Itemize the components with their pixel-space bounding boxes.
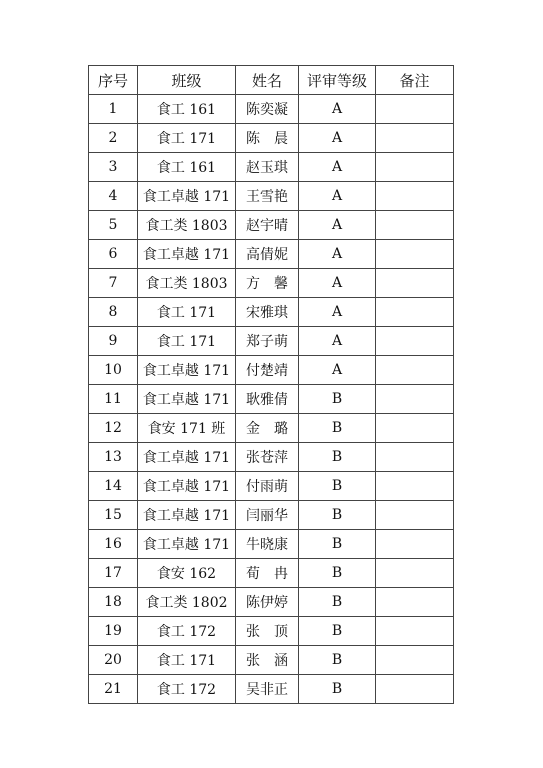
header-note: 备注 <box>376 66 454 95</box>
cell-grade: B <box>299 501 376 530</box>
cell-serial-number: 14 <box>89 472 138 501</box>
cell-name: 张 涵 <box>236 646 299 675</box>
cell-name: 张 顶 <box>236 617 299 646</box>
cell-class: 食工类 1803 <box>138 269 236 298</box>
cell-name: 陈 晨 <box>236 124 299 153</box>
cell-grade: A <box>299 153 376 182</box>
cell-name: 荀 冉 <box>236 559 299 588</box>
cell-note <box>376 298 454 327</box>
cell-serial-number: 19 <box>89 617 138 646</box>
cell-grade: B <box>299 414 376 443</box>
cell-note <box>376 646 454 675</box>
cell-serial-number: 3 <box>89 153 138 182</box>
table-row <box>89 269 454 298</box>
cell-serial-number: 13 <box>89 443 138 472</box>
cell-note <box>376 617 454 646</box>
header-class: 班级 <box>138 66 236 95</box>
cell-serial-number: 1 <box>89 95 138 124</box>
cell-class: 食工类 1802 <box>138 588 236 617</box>
cell-name: 闫丽华 <box>236 501 299 530</box>
table-row <box>89 182 454 211</box>
table-row <box>89 472 454 501</box>
cell-note <box>376 182 454 211</box>
cell-class: 食工 172 <box>138 675 236 704</box>
cell-note <box>376 443 454 472</box>
cell-class: 食工卓越 171 <box>138 443 236 472</box>
table-row <box>89 646 454 675</box>
cell-name: 赵宇晴 <box>236 211 299 240</box>
header-grade: 评审等级 <box>299 66 376 95</box>
cell-serial-number: 12 <box>89 414 138 443</box>
cell-name: 方 馨 <box>236 269 299 298</box>
cell-note <box>376 124 454 153</box>
cell-class: 食工 172 <box>138 617 236 646</box>
cell-serial-number: 4 <box>89 182 138 211</box>
cell-note <box>376 95 454 124</box>
grade-table <box>88 65 454 704</box>
cell-note <box>376 356 454 385</box>
cell-grade: B <box>299 617 376 646</box>
cell-class: 食工 171 <box>138 298 236 327</box>
cell-note <box>376 240 454 269</box>
cell-name: 陈奕凝 <box>236 95 299 124</box>
cell-note <box>376 559 454 588</box>
cell-class: 食工卓越 171 <box>138 240 236 269</box>
cell-class: 食工类 1803 <box>138 211 236 240</box>
cell-serial-number: 7 <box>89 269 138 298</box>
cell-name: 吴非正 <box>236 675 299 704</box>
cell-serial-number: 9 <box>89 327 138 356</box>
cell-serial-number: 20 <box>89 646 138 675</box>
cell-note <box>376 588 454 617</box>
cell-note <box>376 211 454 240</box>
cell-serial-number: 5 <box>89 211 138 240</box>
cell-class: 食工 161 <box>138 153 236 182</box>
cell-grade: A <box>299 298 376 327</box>
table-row <box>89 501 454 530</box>
table-row <box>89 559 454 588</box>
cell-class: 食工卓越 171 <box>138 501 236 530</box>
cell-grade: A <box>299 211 376 240</box>
table-row <box>89 588 454 617</box>
cell-serial-number: 15 <box>89 501 138 530</box>
cell-class: 食工卓越 171 <box>138 472 236 501</box>
cell-serial-number: 8 <box>89 298 138 327</box>
cell-name: 陈伊婷 <box>236 588 299 617</box>
cell-note <box>376 153 454 182</box>
cell-name: 付雨萌 <box>236 472 299 501</box>
cell-grade: A <box>299 269 376 298</box>
cell-note <box>376 269 454 298</box>
cell-note <box>376 385 454 414</box>
cell-class: 食工 171 <box>138 124 236 153</box>
cell-serial-number: 17 <box>89 559 138 588</box>
cell-note <box>376 501 454 530</box>
cell-class: 食工 171 <box>138 327 236 356</box>
cell-name: 耿雅倩 <box>236 385 299 414</box>
cell-name: 牛晓康 <box>236 530 299 559</box>
cell-name: 郑子萌 <box>236 327 299 356</box>
cell-name: 金 璐 <box>236 414 299 443</box>
cell-grade: A <box>299 124 376 153</box>
table-body <box>89 95 454 704</box>
table-row <box>89 211 454 240</box>
cell-class: 食工 161 <box>138 95 236 124</box>
table-row <box>89 298 454 327</box>
cell-grade: A <box>299 182 376 211</box>
table-header <box>89 66 454 95</box>
cell-grade: B <box>299 588 376 617</box>
cell-class: 食安 162 <box>138 559 236 588</box>
cell-class: 食工卓越 171 <box>138 182 236 211</box>
cell-name: 宋雅琪 <box>236 298 299 327</box>
cell-grade: B <box>299 472 376 501</box>
cell-grade: B <box>299 559 376 588</box>
header-name: 姓名 <box>236 66 299 95</box>
table-row <box>89 327 454 356</box>
cell-class: 食工卓越 171 <box>138 385 236 414</box>
table-row <box>89 153 454 182</box>
cell-note <box>376 472 454 501</box>
cell-class: 食安 171 班 <box>138 414 236 443</box>
cell-serial-number: 10 <box>89 356 138 385</box>
cell-grade: A <box>299 95 376 124</box>
table-row <box>89 356 454 385</box>
cell-note <box>376 414 454 443</box>
table-row <box>89 414 454 443</box>
header-row <box>89 66 454 95</box>
cell-grade: B <box>299 646 376 675</box>
cell-serial-number: 18 <box>89 588 138 617</box>
table-row <box>89 675 454 704</box>
cell-name: 高倩妮 <box>236 240 299 269</box>
cell-note <box>376 530 454 559</box>
table-row <box>89 95 454 124</box>
cell-grade: B <box>299 443 376 472</box>
cell-grade: B <box>299 675 376 704</box>
cell-note <box>376 675 454 704</box>
cell-serial-number: 11 <box>89 385 138 414</box>
header-serial-number: 序号 <box>89 66 138 95</box>
cell-grade: B <box>299 385 376 414</box>
table-row <box>89 443 454 472</box>
cell-class: 食工 171 <box>138 646 236 675</box>
table-row <box>89 617 454 646</box>
cell-note <box>376 327 454 356</box>
cell-grade: A <box>299 327 376 356</box>
cell-name: 王雪艳 <box>236 182 299 211</box>
cell-class: 食工卓越 171 <box>138 530 236 559</box>
cell-serial-number: 6 <box>89 240 138 269</box>
cell-grade: A <box>299 356 376 385</box>
table-row <box>89 385 454 414</box>
table-row <box>89 240 454 269</box>
cell-name: 付楚靖 <box>236 356 299 385</box>
table-row <box>89 124 454 153</box>
cell-grade: A <box>299 240 376 269</box>
cell-class: 食工卓越 171 <box>138 356 236 385</box>
cell-serial-number: 21 <box>89 675 138 704</box>
cell-name: 赵玉琪 <box>236 153 299 182</box>
cell-grade: B <box>299 530 376 559</box>
table-row <box>89 530 454 559</box>
cell-serial-number: 2 <box>89 124 138 153</box>
cell-name: 张苍萍 <box>236 443 299 472</box>
cell-serial-number: 16 <box>89 530 138 559</box>
